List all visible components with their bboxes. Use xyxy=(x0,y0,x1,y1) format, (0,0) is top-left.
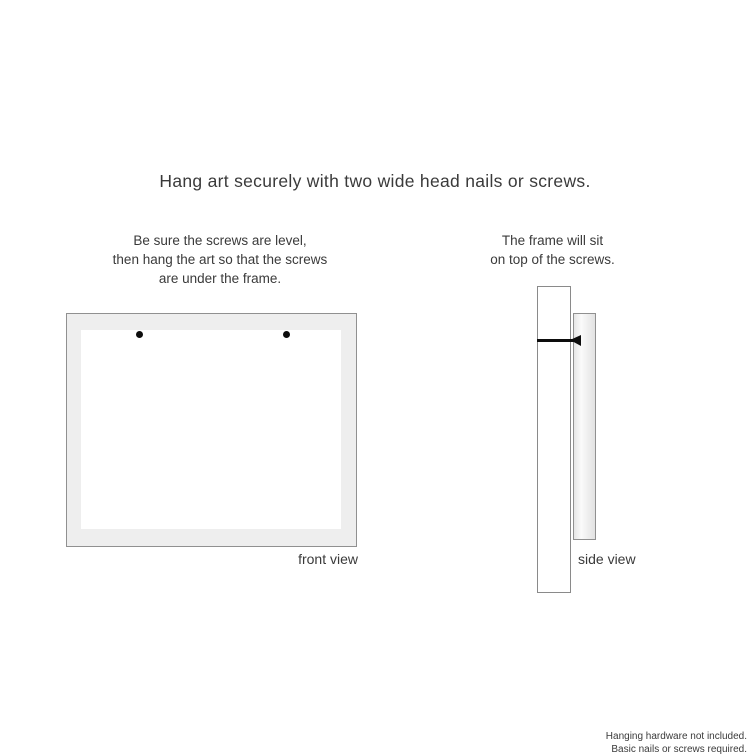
hardware-footnote xyxy=(606,731,747,756)
nail-head-icon xyxy=(570,335,581,346)
instruction-line: Be sure the screws are level, xyxy=(70,231,370,250)
instruction-line: The frame will sit xyxy=(430,231,675,250)
front-view-instruction xyxy=(70,231,370,288)
front-view-frame-opening xyxy=(81,330,341,529)
instruction-line: on top of the screws. xyxy=(430,250,675,269)
front-view-frame xyxy=(66,313,357,547)
nail-head-right-icon xyxy=(283,331,290,338)
page-title: Hang art securely with two wide head nails or screws. xyxy=(0,171,750,192)
side-view-frame-profile xyxy=(573,313,596,540)
footnote-line: Hanging hardware not included. xyxy=(606,731,747,744)
nail-head-left-icon xyxy=(136,331,143,338)
side-view-wall xyxy=(537,286,571,593)
front-view-label: front view xyxy=(66,551,358,567)
footnote-line: Basic nails or screws required. xyxy=(606,744,747,756)
instruction-line: then hang the art so that the screws xyxy=(70,250,370,269)
side-view-label: side view xyxy=(578,551,636,567)
instruction-line: are under the frame. xyxy=(70,269,370,288)
side-view-instruction xyxy=(430,231,675,269)
